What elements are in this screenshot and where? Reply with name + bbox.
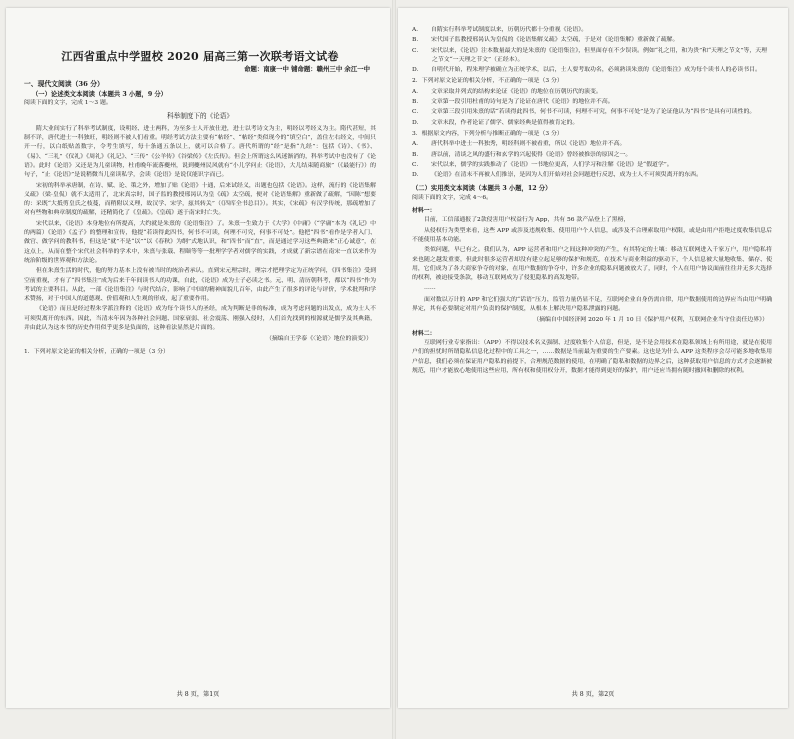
option-b: B． 唐以前，清谈之风的盛行和玄学的兴起使得《论语》曾经被推崇的原因之一。 xyxy=(412,151,632,158)
option-c: C． 宋代以来，《论语》注本数量最大的是朱熹的《论语集注》，但里面存在不少误读。例如“礼之用，和为贵”和“天理之节文”等，天理之节文“一天理之节文”（正经本）。 xyxy=(412,47,768,63)
section-heading: 一、现代文阅读（36 分） xyxy=(24,79,104,88)
option-d: D． 自明代开始，程朱理学被确立为正统学术，以后，士人要考取功名，必须熟读朱熹的《论语集注》成为每个读书人的必读书目。 xyxy=(412,67,761,74)
subsection-heading: （二）实用类文本阅读（本题共 3 小题，12 分） xyxy=(412,185,552,193)
source-citation: （摘编自中国经济网 2020 年 1 月 10 日《保护用户权利，互联网企业当守住责任边界》） xyxy=(533,317,768,324)
option-a: A． 文章采取并列式的结构来论证《论语》的地位在历朝历代的演变。 xyxy=(412,88,602,95)
instruction: 阅读下面的文字，完成 1～3 题。 xyxy=(24,100,112,107)
material-heading: 材料一： xyxy=(412,207,436,215)
material-heading: 材料二： xyxy=(412,329,436,337)
option-b: B． 宋代国子监教授邢昺认为皇侃的《论语集解义疏》太空疏，于是对《论语集解》重新做了疏解。 xyxy=(412,37,679,44)
option-d: D． 文章末段，作者论证了儒学、儒家经典是值得被肯定的。 xyxy=(412,119,579,126)
paragraph: 《论语》而且是经过程朱学派注释的《论语》成为每个读书人的圣经，成为判断是非的标准，成为考虑问题的出发点，成为士人不可须臾离开的东西。因此，当清末年因为各种社会问题、国家衰弱、社会震荡、刚强入侵时，人们首先找到的根源就是儒学及其典籍，并由此认为这本书的历史作用似乎更多是负面的，这种看法显然是片面的。 xyxy=(24,306,376,332)
paragraph: 宋代以来，《论语》本身地位有所提高，大约就是朱熹的《论语集注》了。朱熹一生致力于《大学》《中庸》（“学庸”本为《礼记》中的两篇）《论语》《孟子》的整理和宣传，他提“若读得此四书，何书不可读，何理不可究，何事不可处”。他把“四书”看作是学者入门、做官、做学问的教科书，但这是“就”不是“以”“以《春秋》为纲”式地认识，和“四书”而“直”，而是通过学习这些典籍来“正心诚意”，在这点上，从而在整个宋代社会科举的学术中，朱熹与张载、程颐等等一批理学学者对儒学的实践，才成就了新宗谱在南宋一直以来作为统治阶级的世界观和方法论。 xyxy=(24,220,376,264)
page-footer: 共 8 页，第1页 xyxy=(176,691,220,698)
question-1: 1．下列对原文论证的相关分析，正确的一项是（3 分） xyxy=(24,348,169,355)
option-c: C． 宋代以来，儒学的实践推动了《论语》一书地位更高，人们学习和注解《论语》是“假道学”。 xyxy=(412,161,673,168)
page-1 xyxy=(6,8,390,708)
paragraph: 互联网行业专家指出：（APP）不得以技术名义强制、过度收集个人信息，但是，是不是会用技术在隐私领域上有所用途，就是在使用户们的担忧时所谓隐私信息化过程中的工具之一，……数据是当前最为重要的生产要素。这也是为什么 APP 这类程序会尽可能多地收集用户信息，我们必须在保证用户隐私的前提下，合理规范数据的使用，在明确了隐私和数据的边界之后，这种获取用户信息的方式才会逐渐被规范，用户才能放心地使用这些应用，所有权和使用权分开，数据才能得到更好的保护，用户还应当拥有随时撤回和删除的权利。 xyxy=(412,339,772,374)
paragraph: 类似问题，早已有之。我们认为，APP 运营者和用户之间这种冲突的产生，有其特定的土壤：移动互联网进入千家万户，用户隐私将来也随之越发重要，但此时很多运营者却没有建立起足够的保护和规范，在技术与商业利益的驱动下，个人信息被大量地收集、储存、使用，它们成为了各大商家争夺的对象，在用户数据的争夺中，许多企业的隐私问题被放大了，同时，个人在用户协议面前往往并无多大选择的权利，被迫接受条款，移动互联网成为了侵犯隐私的高发地带。 xyxy=(412,247,772,282)
paragraph: 宋初的科举承唐制，在诗、赋、论、策之外，增加了贴《论语》十通，后来试经义，出题也包括《论语》。这样，流行的《论语集解义疏》（梁·皇侃）就不太适用了，北宋真宗时，国子监的教授邢昺认为皇《疏》太空疏，便对《论语集解》重新做了疏解，“因陈”想要的：采既“大抵剪皇氏之枝蔓，而稍附以义理，故汉学、宋学，兹其转关”（《四库全书总目》）。其实，《宋疏》有汉学传统，那疏增加了对有些物和典章制度的疏解，还精简化了《皇疏》。《皇疏》遂于南宋时亡失。 xyxy=(24,182,376,217)
option-b: B． 文章第一段引用杜甫的诗句是为了论证在唐代《论语》的地位并不高。 xyxy=(412,99,614,106)
paragraph: 但在朱熹生活的时代，他的努力基本上没有被当时的统治者承认。直到宋元理宗时，理宗才把理学定为正统学问，《四书集注》受到空前重视，才有了“四书集注”成为后来千年间读书人的功课，自此，《论语》成为士子必读之书。元、明、清历朝科考，都以“四书”作为考试的主要科目。从此，一部《论语集注》与时代结合，影响了中国的精神面貌几百年，由此产生了很多的评论与评价，学术批判和学术赞扬，对于中国人的道德观、价值观和人生观的形成，起了重要作用。 xyxy=(24,268,376,303)
subsection-heading: （一）论述类文本阅读（本题共 3 小题，9 分） xyxy=(32,90,167,98)
article-title: 科举制度下的《论语》 xyxy=(167,112,233,121)
option-a: A． 自隋实行科举考试制度以来，历朝历代都十分重视《论语》。 xyxy=(412,27,588,33)
option-d: D． 《论语》在清末不再被人们推崇，是因为人们开始对社会问题进行反思，成为士人不可须臾离开的东西。 xyxy=(412,172,702,179)
paragraph: 面对数以万计的 APP 和它们强大的“话语”压力，监管力量仍显不足，互联网企业自身仍需自律，用户数据使用的边界应当由用户明确界定，其有必要制定对用户负责的保护制度，从根本上解决用户隐私泄露的问题。 xyxy=(412,296,772,313)
option-a: A． 唐代科举中进士一科独秀，明经科则不被看重，所以《论语》地位并不高。 xyxy=(412,141,626,148)
paragraph: 隋大业间实行了科举考试制度，设明经、进士两科，为至多士人开放仕进，进士以考诗文为主，明经以考经义为主。隋代甚短，其制不详，唐代进士一科独旺，明经则不被人们看重。明经考试方法主要有“帖经”、“帖经”类似现今的“填空白”，盖住左右经文，中间只开一行，以白纸贴盖数字，令考生填写，每十条通五条以上，就可以合格了。唐代所谓的“经”是指“九经”：包括《诗》、《书》、《易》、“三礼”《仪礼》《周礼》《礼记》、“三传”《公羊传》《谷梁传》《左氏传》。但会上所谓这么风迷渐消的，科举考试中也没有了《论语》。此时《论语》又还是为儿童读物，杜甫晚年流落夔州，说到夔州民风就有“小儿学问止《论语》，大儿结束随商旅”（《最能行》）的句子，“止《论语》”是说稍微当儿童读私学，会读《论语》是说仅能识字而已。 xyxy=(24,125,376,179)
option-c: C． 文章第三段引用朱熹的话“若读得此四书，何书不可读，何理不可究，何事不可处”是为了论证他认为“四书”是具有可读性的。 xyxy=(412,109,756,116)
paragraph: 从侵权行为类型来看，这些 APP 或涉及违规收集、使用用户个人信息，或涉及不合理索取用户权限，或是由用户拒绝过度收集信息后不能使用基本功能。 xyxy=(412,227,772,243)
page-fold xyxy=(392,0,396,739)
page-2 xyxy=(398,8,788,708)
ellipsis: …… xyxy=(424,285,436,292)
paragraph: 目前，工信部通报了2款侵害用户权益行为 App，共有 56 款产品登上了黑榜， xyxy=(424,217,630,224)
question-3: 3．根据原文内容，下列分析与推断正确的一项是（3 分） xyxy=(412,130,563,137)
question-2: 2．下列对原文论证的相关分析，不正确的一项是（3 分） xyxy=(412,78,563,85)
author-byline: 命题：南康一中 铺命题：赣州三中 余江一中 xyxy=(244,65,370,74)
instruction: 阅读下面的文字，完成 4～6。 xyxy=(412,194,493,201)
source-citation: （摘编自王学泰《〈论语〉地位的演变》） xyxy=(265,336,372,343)
exam-title: 江西省重点中学盟校 2020 届高三第一次联考语文试卷 xyxy=(61,50,339,63)
page-footer: 共 8 页，第2页 xyxy=(571,691,615,698)
